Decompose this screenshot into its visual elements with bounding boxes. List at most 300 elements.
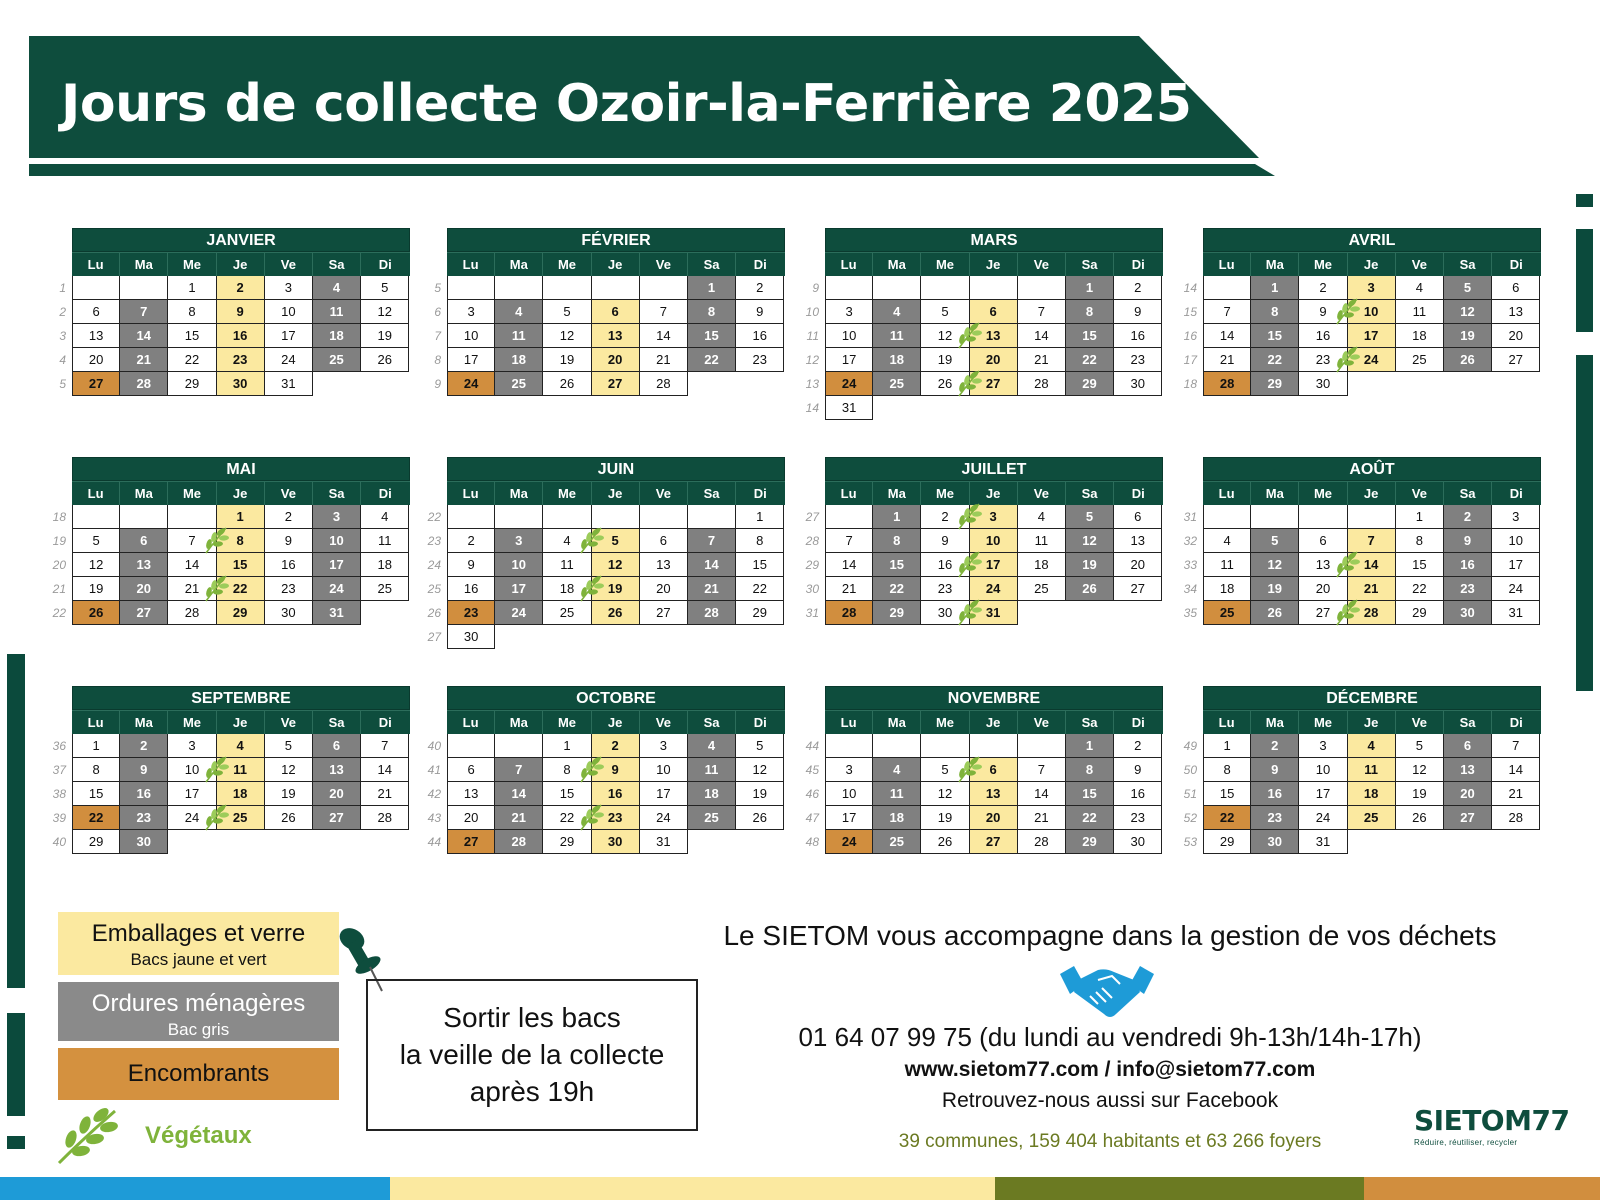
month-5 [427, 457, 785, 649]
week-row [1183, 505, 1541, 529]
week-row [427, 830, 785, 854]
day-number: 12 [559, 328, 575, 343]
week-number: 44 [427, 835, 441, 849]
day-cell-empty [688, 830, 736, 854]
day-cell-blank [825, 734, 873, 758]
day-cell-blank [495, 734, 543, 758]
day-cell [361, 300, 409, 324]
day-cell [495, 830, 543, 854]
week-row [1183, 806, 1541, 830]
day-number: 6 [1134, 509, 1142, 524]
day-number: 10 [1363, 304, 1379, 319]
month-11 [1183, 686, 1541, 854]
weekday-label: Di [753, 257, 767, 272]
day-cell [1203, 553, 1251, 577]
day-number: 5 [381, 280, 389, 295]
day-cell [873, 758, 921, 782]
month-name: JANVIER [72, 228, 410, 252]
week-number: 45 [805, 763, 819, 777]
day-cell-empty [1396, 372, 1444, 396]
day-cell [825, 324, 873, 348]
day-cell [1066, 758, 1114, 782]
day-number: 12 [377, 304, 392, 319]
day-cell [120, 300, 168, 324]
day-number: 17 [184, 786, 200, 801]
day-number: 26 [88, 605, 104, 620]
weekday-label: Lu [72, 711, 120, 734]
day-cell [1114, 372, 1162, 396]
day-number: 1 [236, 509, 244, 524]
week-number: 9 [434, 377, 441, 391]
weekday-header [72, 481, 410, 505]
day-number: 7 [140, 304, 148, 319]
week-number: 36 [52, 739, 66, 753]
day-number: 11 [560, 557, 574, 572]
day-cell [120, 529, 168, 553]
week-number: 5 [59, 377, 66, 391]
day-cell [447, 529, 495, 553]
weekday-header [72, 710, 410, 734]
day-number: 11 [377, 533, 392, 548]
day-cell-empty [970, 396, 1018, 420]
week-number: 27 [805, 510, 819, 524]
day-cell [72, 553, 120, 577]
day-number: 23 [1460, 581, 1475, 596]
day-number: 18 [889, 810, 905, 825]
week-row [1183, 300, 1541, 324]
weekday-label: Di [1509, 257, 1523, 272]
day-number: 30 [232, 376, 248, 391]
day-cell [1444, 529, 1492, 553]
day-number: 25 [1219, 605, 1235, 620]
weekday-label: Lu [1203, 482, 1251, 505]
day-cell [592, 300, 640, 324]
day-number: 21 [1034, 810, 1049, 825]
day-cell [1444, 734, 1492, 758]
day-number: 22 [889, 581, 905, 596]
day-number: 7 [845, 533, 853, 548]
day-cell [313, 348, 361, 372]
week-number: 17 [1183, 353, 1197, 367]
week-row [1183, 782, 1541, 806]
day-cell [495, 372, 543, 396]
day-number: 13 [985, 786, 1001, 801]
day-number: 16 [136, 786, 152, 801]
day-number: 2 [1134, 280, 1142, 295]
weekday-header [1203, 710, 1541, 734]
day-cell [873, 830, 921, 854]
day-cell [361, 782, 409, 806]
week-row [1183, 348, 1541, 372]
day-number: 19 [752, 786, 767, 801]
day-number: 16 [607, 786, 623, 801]
day-number: 11 [1412, 304, 1427, 319]
day-number: 25 [1034, 581, 1049, 596]
day-cell [120, 553, 168, 577]
week-number: 42 [427, 787, 441, 801]
legend-vegetaux-title: Végétaux [145, 1122, 252, 1149]
legend-ordures-sub: Bac gris [167, 1020, 230, 1039]
day-cell-empty [688, 372, 736, 396]
vegetaux-leaf-icon [956, 502, 982, 530]
day-number: 10 [463, 328, 479, 343]
day-number: 27 [136, 605, 152, 620]
day-number: 31 [1315, 834, 1331, 849]
day-number: 14 [136, 328, 152, 343]
day-cell [1299, 348, 1347, 372]
day-cell [736, 734, 784, 758]
day-cell [1251, 758, 1299, 782]
day-number: 30 [281, 605, 296, 620]
day-cell [688, 529, 736, 553]
day-cell [825, 348, 873, 372]
weekday-label: Sa [313, 711, 361, 734]
month-9 [427, 686, 785, 854]
weekday-label: Je [592, 253, 640, 276]
weekday-label: Ma [120, 711, 168, 734]
day-cell [921, 324, 969, 348]
day-cell [825, 601, 873, 625]
day-number: 7 [659, 304, 667, 319]
day-cell [1396, 553, 1444, 577]
day-cell [688, 324, 736, 348]
day-cell [736, 505, 784, 529]
day-cell [168, 758, 216, 782]
day-number: 22 [1082, 352, 1097, 367]
day-number: 15 [704, 328, 719, 343]
day-cell-blank [72, 505, 120, 529]
weekday-label: Me [168, 711, 216, 734]
day-number: 20 [985, 352, 1001, 367]
weekday-label: Ve [1396, 482, 1444, 505]
day-cell-empty [592, 625, 640, 649]
day-cell [921, 372, 969, 396]
day-number: 27 [1460, 810, 1475, 825]
day-number: 13 [1508, 304, 1523, 319]
day-cell-blank [72, 276, 120, 300]
day-number: 13 [607, 328, 623, 343]
day-number: 8 [1085, 304, 1094, 319]
day-cell [1396, 734, 1444, 758]
day-cell [1251, 324, 1299, 348]
day-cell [72, 577, 120, 601]
day-cell [640, 830, 688, 854]
day-cell [1492, 348, 1540, 372]
day-cell [447, 372, 495, 396]
day-cell [1251, 782, 1299, 806]
day-cell [72, 324, 120, 348]
day-cell-blank [873, 276, 921, 300]
week-row [52, 577, 410, 601]
day-number: 2 [236, 280, 244, 295]
day-number: 15 [1412, 557, 1427, 572]
weekday-label: Ma [1251, 482, 1299, 505]
day-cell [1203, 577, 1251, 601]
day-number: 7 [381, 738, 389, 753]
day-number: 28 [1219, 376, 1235, 391]
day-number: 9 [941, 533, 949, 548]
day-cell [313, 601, 361, 625]
week-row [434, 276, 785, 300]
week-row [805, 372, 1163, 396]
weekday-label: Ve [265, 711, 313, 734]
day-number: 15 [184, 328, 200, 343]
day-number: 11 [1220, 557, 1234, 572]
day-number: 18 [511, 352, 527, 367]
day-cell [921, 830, 969, 854]
day-number: 19 [377, 328, 392, 343]
day-cell [1444, 806, 1492, 830]
legend-encombrants-title: Encombrants [127, 1060, 270, 1087]
day-number: 20 [329, 786, 344, 801]
vegetaux-leaf-icon [578, 755, 604, 783]
day-cell [265, 505, 313, 529]
week-number: 44 [805, 739, 819, 753]
weekday-label: Di [1509, 486, 1523, 501]
day-number: 6 [1463, 738, 1472, 753]
week-number: 6 [434, 305, 441, 319]
day-number: 31 [1508, 605, 1523, 620]
day-number: 2 [467, 533, 475, 548]
day-number: 18 [889, 352, 905, 367]
day-number: 6 [659, 533, 667, 548]
day-number: 21 [1219, 352, 1235, 367]
week-row [427, 758, 785, 782]
right-deco-bar-1 [1576, 194, 1593, 207]
day-number: 25 [329, 352, 344, 367]
weekday-label: Sa [1066, 711, 1114, 734]
day-number: 28 [184, 605, 200, 620]
month-4 [52, 457, 410, 625]
day-number: 13 [1315, 557, 1331, 572]
day-number: 29 [889, 605, 905, 620]
day-cell [72, 782, 120, 806]
day-number: 19 [937, 810, 953, 825]
day-number: 7 [188, 533, 196, 548]
day-cell [72, 758, 120, 782]
day-number: 29 [752, 605, 767, 620]
day-cell [640, 553, 688, 577]
day-number: 27 [607, 376, 623, 391]
day-cell [736, 529, 784, 553]
week-row [427, 601, 785, 625]
weekday-label: Je [1348, 253, 1396, 276]
weekday-label: Me [543, 482, 591, 505]
month-name: MAI [72, 457, 410, 481]
week-row [805, 505, 1163, 529]
day-number: 31 [841, 400, 857, 415]
day-cell-empty [543, 625, 591, 649]
day-cell [313, 276, 361, 300]
day-cell [543, 758, 591, 782]
week-number: 31 [1183, 510, 1197, 524]
day-cell [495, 300, 543, 324]
day-cell [1251, 806, 1299, 830]
day-number: 6 [140, 533, 148, 548]
week-row [59, 348, 410, 372]
day-number: 21 [1508, 786, 1523, 801]
day-number: 19 [559, 352, 575, 367]
day-cell [217, 372, 265, 396]
day-number: 27 [656, 605, 671, 620]
day-number: 16 [1130, 786, 1145, 801]
day-number: 6 [1319, 533, 1327, 548]
note-line-1: Sortir les bacs [443, 1002, 621, 1033]
day-cell [1348, 734, 1396, 758]
weekday-label: Di [753, 715, 767, 730]
day-number: 13 [656, 557, 671, 572]
day-number: 7 [707, 533, 716, 548]
day-number: 10 [841, 328, 857, 343]
handshake-icon [1060, 962, 1154, 1020]
day-cell [736, 758, 784, 782]
weekday-label: Sa [688, 482, 736, 505]
week-row [1183, 553, 1541, 577]
day-cell [1114, 276, 1162, 300]
day-cell [72, 806, 120, 830]
weekday-label: Lu [72, 482, 120, 505]
weekday-label: Me [921, 253, 969, 276]
day-number: 12 [1267, 557, 1283, 572]
reminder-note [366, 979, 698, 1131]
day-cell [1114, 806, 1162, 830]
day-number: 22 [559, 810, 575, 825]
day-cell [688, 758, 736, 782]
day-cell [72, 830, 120, 854]
day-cell [313, 505, 361, 529]
day-number: 14 [841, 557, 857, 572]
week-number: 8 [434, 353, 441, 367]
day-cell [873, 324, 921, 348]
day-cell [1018, 758, 1066, 782]
day-number: 19 [88, 581, 104, 596]
day-number: 28 [511, 834, 527, 849]
day-number: 29 [88, 834, 104, 849]
day-cell [1492, 324, 1540, 348]
day-cell [447, 758, 495, 782]
day-number: 27 [1315, 605, 1331, 620]
month-name: OCTOBRE [447, 686, 785, 710]
day-number: 30 [937, 605, 953, 620]
day-cell [447, 348, 495, 372]
week-number: 2 [59, 305, 66, 319]
day-number: 11 [889, 786, 904, 801]
day-cell-blank [1348, 505, 1396, 529]
day-number: 22 [232, 581, 248, 596]
weekday-label: Ma [873, 711, 921, 734]
week-row [52, 758, 410, 782]
month-3 [1183, 228, 1541, 396]
week-row [59, 372, 410, 396]
month-8 [52, 686, 410, 854]
day-cell [361, 505, 409, 529]
day-number: 24 [184, 810, 200, 825]
day-number: 24 [329, 581, 344, 596]
day-cell-blank [447, 734, 495, 758]
leaf-branch-icon [55, 1105, 121, 1165]
day-cell [736, 276, 784, 300]
day-cell [361, 806, 409, 830]
day-number: 12 [937, 328, 953, 343]
day-cell [1251, 577, 1299, 601]
day-cell [265, 324, 313, 348]
month-name: SEPTEMBRE [72, 686, 410, 710]
weekday-label: Je [1348, 711, 1396, 734]
day-number: 21 [511, 810, 527, 825]
day-number: 10 [985, 533, 1001, 548]
day-number: 4 [563, 533, 571, 548]
day-cell-empty [313, 830, 361, 854]
day-cell [72, 601, 120, 625]
week-row [805, 782, 1163, 806]
day-number: 2 [756, 280, 764, 295]
note-line-2: la veille de la collecte [399, 1039, 665, 1070]
day-cell [1299, 806, 1347, 830]
day-cell [313, 300, 361, 324]
day-number: 23 [1130, 352, 1145, 367]
week-number: 32 [1183, 534, 1197, 548]
week-row [805, 734, 1163, 758]
day-cell [1018, 372, 1066, 396]
day-cell [265, 348, 313, 372]
day-cell [736, 553, 784, 577]
weekday-label: Ma [873, 253, 921, 276]
vegetaux-leaf-icon [578, 803, 604, 831]
day-number: 6 [989, 762, 997, 777]
day-number: 20 [1508, 328, 1523, 343]
day-number: 26 [937, 376, 953, 391]
weekday-label: Ve [640, 253, 688, 276]
week-row [52, 830, 410, 854]
week-number: 53 [1183, 835, 1197, 849]
day-cell [543, 577, 591, 601]
day-number: 23 [281, 581, 296, 596]
day-cell [217, 300, 265, 324]
day-number: 6 [989, 304, 997, 319]
day-number: 5 [611, 533, 619, 548]
vegetaux-leaf-icon [578, 574, 604, 602]
week-row [52, 505, 410, 529]
day-cell [1114, 577, 1162, 601]
day-cell [736, 601, 784, 625]
day-number: 30 [1130, 376, 1145, 391]
legend-encombrants [58, 1048, 339, 1100]
day-number: 11 [1034, 533, 1049, 548]
day-cell [361, 276, 409, 300]
website-email[interactable]: www.sietom77.com / info@sietom77.com [904, 1058, 1316, 1081]
day-number: 17 [1315, 786, 1331, 801]
month-name: MARS [825, 228, 1163, 252]
day-number: 6 [92, 304, 100, 319]
day-cell-empty [1018, 396, 1066, 420]
day-number: 27 [88, 376, 104, 391]
day-number: 10 [511, 557, 527, 572]
week-number: 49 [1183, 739, 1197, 753]
weekday-label: Me [921, 711, 969, 734]
day-cell [543, 529, 591, 553]
day-cell [1299, 830, 1347, 854]
month-1 [434, 228, 785, 396]
day-cell [1444, 505, 1492, 529]
week-number: 40 [427, 739, 441, 753]
month-7 [1183, 457, 1541, 625]
day-number: 12 [607, 557, 623, 572]
weekday-label: Ma [120, 482, 168, 505]
day-number: 11 [889, 328, 904, 343]
day-cell [640, 806, 688, 830]
day-cell [1066, 806, 1114, 830]
week-row [1183, 758, 1541, 782]
